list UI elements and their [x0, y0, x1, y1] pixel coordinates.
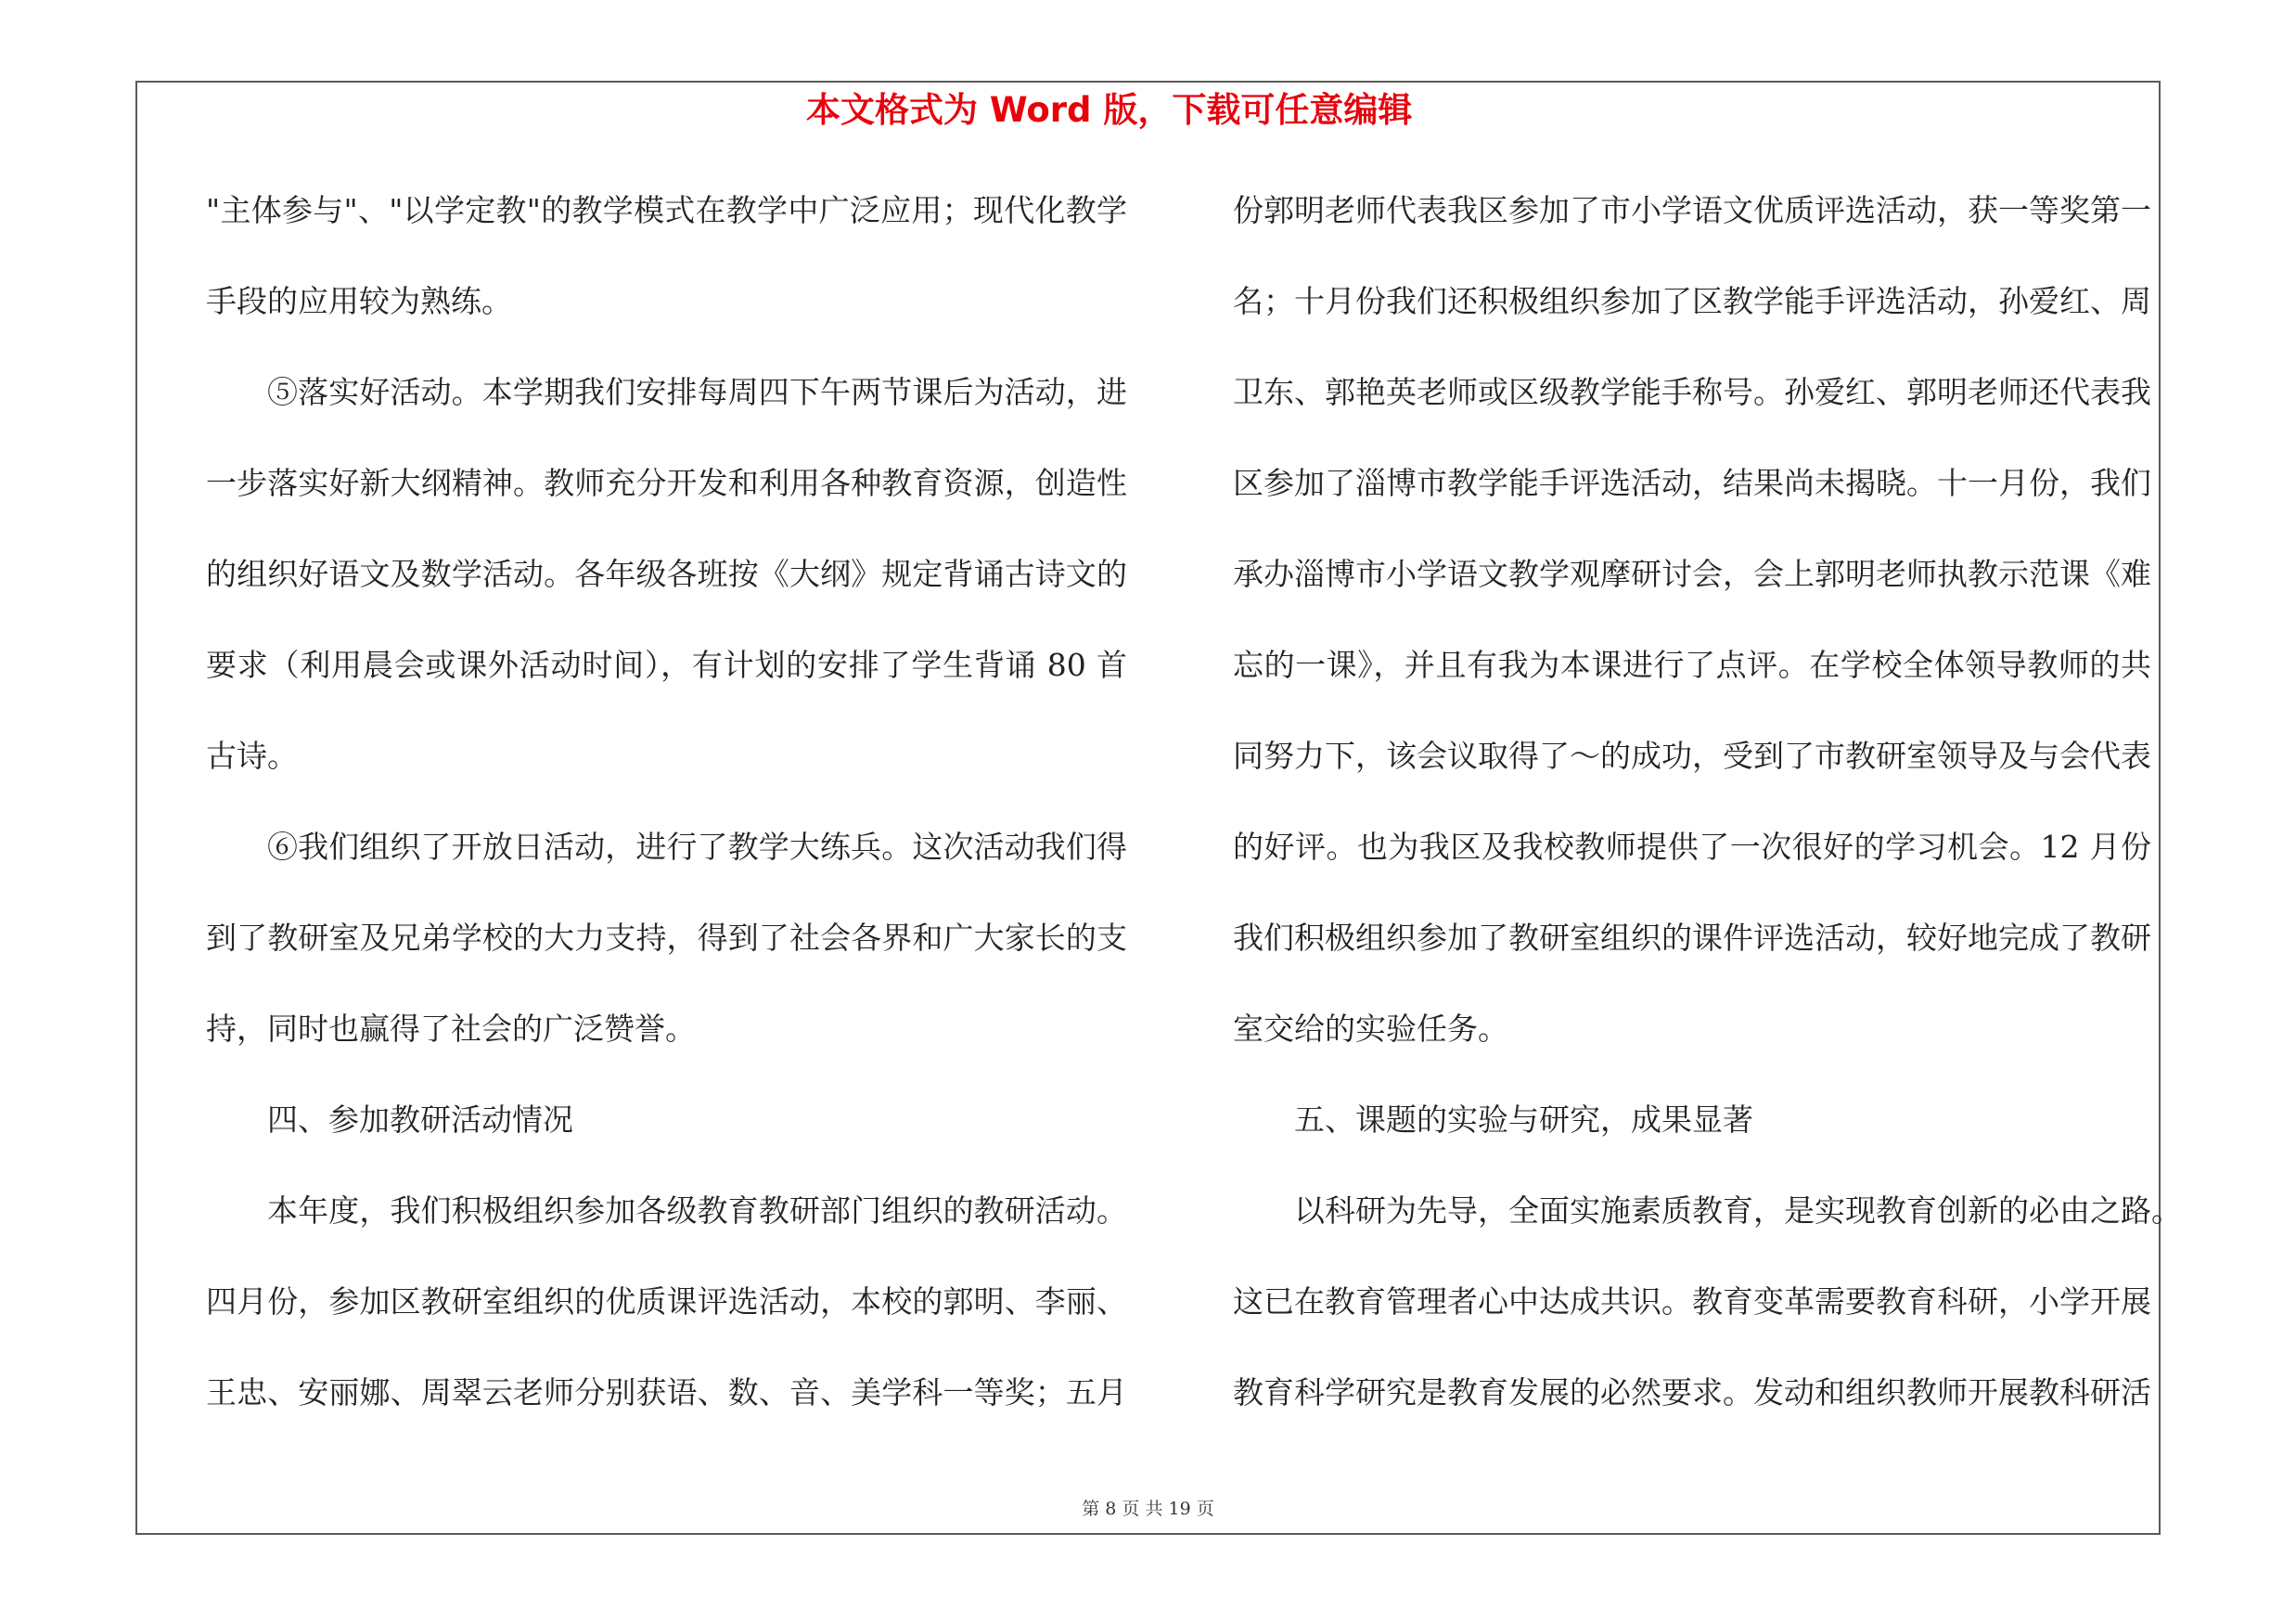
- text-line: 到了教研室及兄弟学校的大力支持，得到了社会各界和广大家长的支: [206, 920, 1127, 956]
- text-line: 持，同时也赢得了社会的广泛赞誉。: [206, 1011, 696, 1047]
- text-line: 以科研为先导，全面实施素质教育，是实现教育创新的必由之路。: [1294, 1192, 2182, 1229]
- section-heading: [206, 1075, 1127, 1166]
- text-line: 要求（利用晨会或课外活动时间），有计划的安排了学生背诵 80 首: [206, 647, 1127, 683]
- paragraph: [206, 165, 1127, 347]
- text-line: 这已在教育管理者心中达成共识。教育变革需要教育科研，小学开展: [1233, 1283, 2151, 1320]
- paragraph: [1233, 165, 2151, 1075]
- text-line: 四月份，参加区教研室组织的优质课评选活动，本校的郭明、李丽、: [206, 1283, 1127, 1320]
- text-line: 本年度，我们积极组织参加各级教育教研部门组织的教研活动。: [267, 1192, 1127, 1229]
- text-line: 室交给的实验任务。: [1233, 1011, 1508, 1047]
- header-notice: 本文格式为 Word 版，下载可任意编辑: [806, 90, 1413, 130]
- text-line: "主体参与"、"以学定教"的教学模式在教学中广泛应用；现代化教学: [206, 192, 1127, 228]
- page-number: 第 8 页 共 19 页: [1082, 1499, 1214, 1519]
- paragraph: [206, 1166, 1127, 1438]
- section-heading: [1233, 1075, 2151, 1166]
- text-line: 区参加了淄博市教学能手评选活动，结果尚未揭晓。十一月份，我们: [1233, 465, 2151, 501]
- right-column: [1233, 165, 2182, 1438]
- paragraph: [206, 802, 1127, 1075]
- text-line: 同努力下，该会议取得了～的成功，受到了市教研室领导及与会代表: [1233, 738, 2151, 774]
- text-line: 忘的一课》，并且有我为本课进行了点评。在学校全体领导教师的共: [1233, 647, 2151, 683]
- text-line: 我们积极组织参加了教研室组织的课件评选活动，较好地完成了教研: [1233, 920, 2151, 956]
- paragraph: [1233, 1166, 2182, 1438]
- text-line: 卫东、郭艳英老师或区级教学能手称号。孙爱红、郭明老师还代表我: [1233, 374, 2151, 410]
- text-line: 的好评。也为我区及我校教师提供了一次很好的学习机会。12 月份: [1233, 829, 2151, 865]
- text-line: ⑥我们组织了开放日活动，进行了教学大练兵。这次活动我们得: [267, 829, 1127, 865]
- text-line: 手段的应用较为熟练。: [206, 283, 512, 319]
- text-line: ⑤落实好活动。本学期我们安排每周四下午两节课后为活动，进: [267, 374, 1127, 410]
- text-line: 份郭明老师代表我区参加了市小学语文优质评选活动，获一等奖第一: [1233, 192, 2151, 228]
- text-line: 一步落实好新大纲精神。教师充分开发和利用各种教育资源，创造性: [206, 465, 1127, 501]
- text-line: 名；十月份我们还积极组织参加了区教学能手评选活动，孙爱红、周: [1233, 283, 2151, 319]
- left-column: [206, 165, 1127, 1438]
- paragraph: [206, 347, 1127, 802]
- text-line: 教育科学研究是教育发展的必然要求。发动和组织教师开展教科研活: [1233, 1374, 2151, 1410]
- text-line: 五、课题的实验与研究，成果显著: [1294, 1101, 1753, 1138]
- text-line: 王忠、安丽娜、周翠云老师分别获语、数、音、美学科一等奖；五月: [206, 1374, 1127, 1410]
- text-line: 承办淄博市小学语文教学观摩研讨会，会上郭明老师执教示范课《难: [1233, 556, 2151, 592]
- text-line: 四、参加教研活动情况: [267, 1101, 573, 1138]
- text-line: 古诗。: [206, 738, 298, 774]
- text-line: 的组织好语文及数学活动。各年级各班按《大纲》规定背诵古诗文的: [206, 556, 1127, 592]
